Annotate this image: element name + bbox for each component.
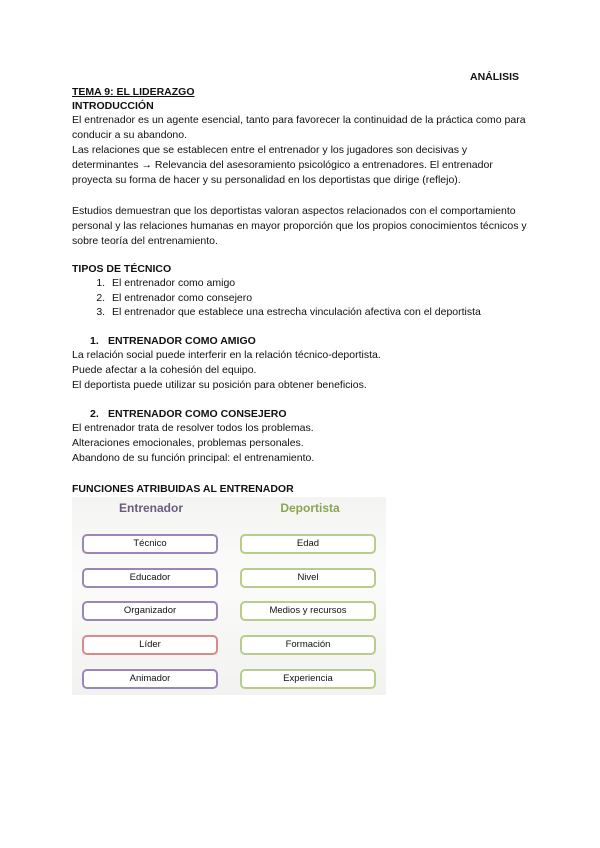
amigo-number: 1. (90, 335, 99, 347)
deportista-box-edad: Edad (240, 534, 376, 554)
entrenador-box-tecnico: Técnico (82, 534, 218, 554)
amigo-heading-text: ENTRENADOR COMO AMIGO (108, 335, 256, 347)
amigo-section (72, 335, 532, 393)
page-title: TEMA 9: EL LIDERAZGO (72, 86, 195, 98)
funciones-diagram (72, 497, 386, 695)
consejero-line: El entrenador trata de resolver todos los problemas. (72, 422, 314, 434)
deportista-column-header: Deportista (280, 501, 340, 515)
consejero-number: 2. (90, 408, 99, 420)
intro-paragraph-2: Las relaciones que se establecen entre el entrenador y los jugadores son decisivas y determinantes → Relevancia del asesoramiento psicológico a entrenadores. El entrenador proyecta su forma de hacer y su personalidad en los deportistas que dirige (reflejo). (72, 144, 493, 186)
intro-paragraph-1: El entrenador es un agente esencial, tanto para favorecer la continuidad de la práctica como para conducir a su abandono. (72, 114, 526, 141)
intro-heading: INTRODUCCIÓN (72, 100, 154, 112)
entrenador-column-header: Entrenador (118, 501, 183, 515)
consejero-section (72, 408, 532, 466)
deportista-box-nivel: Nivel (240, 568, 376, 588)
tipos-section (72, 263, 532, 320)
intro-section (72, 100, 532, 188)
intro-paragraph-3: Estudios demuestran que los deportistas valoran aspectos relacionados con el comportamiento personal y las relaciones humanas en mayor proporción que los propios conocimientos técnicos y sobre teoría del entrenamiento. (72, 205, 527, 247)
tipos-heading: TIPOS DE TÉCNICO (72, 263, 172, 275)
consejero-heading-text: ENTRENADOR COMO CONSEJERO (108, 408, 287, 420)
tipos-list (72, 276, 532, 320)
amigo-heading (72, 335, 532, 347)
amigo-line: El deportista puede utilizar su posición para obtener beneficios. (72, 379, 367, 391)
amigo-line: La relación social puede interferir en la relación técnico-deportista. (72, 349, 381, 361)
diagram-background (72, 497, 386, 695)
consejero-line: Abandono de su función principal: el entrenamiento. (72, 452, 315, 464)
consejero-line: Alteraciones emocionales, problemas personales. (72, 437, 304, 449)
entrenador-box-organizador: Organizador (82, 601, 218, 621)
list-item: 3. El entrenador que establece una estrecha vinculación afectiva con el deportista (108, 305, 532, 320)
deportista-box-experiencia: Experiencia (240, 669, 376, 689)
entrenador-box-lider: Líder (82, 635, 218, 655)
deportista-box-medios: Medios y recursos (240, 601, 376, 621)
consejero-heading (72, 408, 532, 420)
funciones-heading: FUNCIONES ATRIBUIDAS AL ENTRENADOR (72, 483, 294, 495)
list-item: 2. El entrenador como consejero (108, 291, 532, 306)
amigo-line: Puede afectar a la cohesión del equipo. (72, 364, 257, 376)
entrenador-box-educador: Educador (82, 568, 218, 588)
deportista-box-formacion: Formación (240, 635, 376, 655)
entrenador-box-animador: Animador (82, 669, 218, 689)
list-item: 1. El entrenador como amigo (108, 276, 532, 291)
section-label: ANÁLISIS (470, 71, 520, 83)
